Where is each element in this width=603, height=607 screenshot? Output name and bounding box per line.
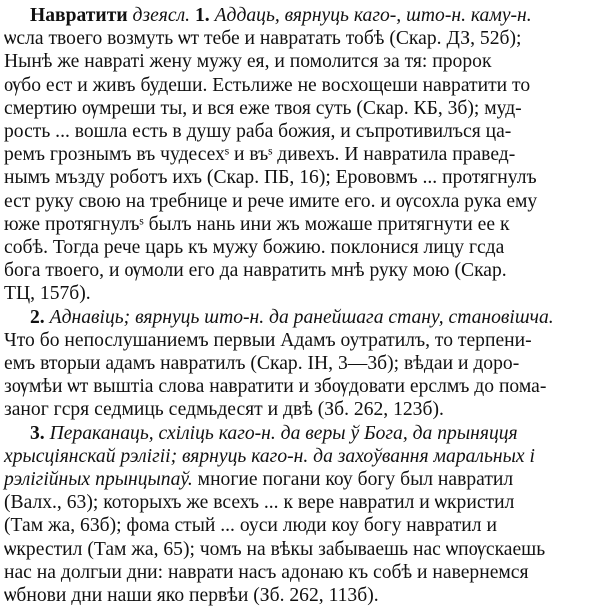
- sense-number: 2.: [30, 306, 45, 328]
- sense-definition-tail: рэлігійных прынцыпаў.: [4, 469, 193, 491]
- citation-line: Что бо непослушаниемъ первыи Адамъ оутратилъ, то терпени-: [4, 329, 532, 351]
- citation-line: нас на долгыи дни: наврати насъ адонаю къ собѣ и навернемся: [4, 561, 529, 583]
- sense-definition-line: хрысціянскай рэлігіі; вярнуць каго-н. да захоўвання маральных і: [4, 445, 535, 467]
- citation-line: собѣ. Тогда рече царь къ мужу божию. поклонися лицу гсда: [4, 237, 505, 259]
- citation-line: емъ вторыи адамъ навратилъ (Скар. IН, 3—3б); вѣдаи и доро-: [4, 353, 520, 375]
- headword: Навратити: [30, 5, 128, 26]
- sense-definition: Аддаць, вярнуць каго-, што-н. каму-н.: [214, 5, 532, 26]
- citation-line: ремъ грознымъ въ чудесехˢ и въˢ дивехъ. И навратила правед-: [4, 144, 516, 166]
- part-of-speech: дзеясл.: [132, 5, 191, 26]
- citation-line: (Там жа, 63б); фома стый ... оуси люди коу богу навратил и: [4, 515, 497, 537]
- citation-line: нымъ мъзду роботъ ихъ (Скар. ПБ, 16); Ерововмъ ... протягнулъ: [4, 167, 537, 189]
- dictionary-entry: [4, 4, 598, 607]
- citation-line: (Валх., 63); которыхъ же всехъ ... к вере навратил и ѡкристил: [4, 492, 515, 514]
- sense-definition: Пераканаць, схіліць каго-н. да веры ў Бога, да прыняцця: [49, 422, 518, 444]
- citation-line: ѡсла твоего возмуть ѡт тебе и навратать тобѣ (Скар. ДЗ, 52б);: [4, 28, 522, 50]
- entry-first-line: [4, 4, 598, 27]
- citation-line: Нынѣ же навратi жену мужу ея, и помолится за тя: пророк: [4, 51, 492, 73]
- citation-line: ѡкрестил (Там жа, 65); чомъ на вѣкы забываешь нас ѡпѹскаешь: [4, 538, 546, 560]
- citation-text: многие погани коу богу был навратил: [197, 469, 514, 491]
- citation-line: ТЦ, 157б).: [4, 283, 91, 305]
- citation-line: рость ... вошла есть в душу раба божия, и съпротивилъся ца-: [4, 121, 512, 143]
- citation-line: ѡбнови дни наши яко первѣи (Зб. 262, 113б).: [4, 585, 379, 607]
- citation-line: заног гсря седмиць седмьдесят и двѣ (Зб. 262, 123б).: [4, 399, 444, 421]
- citation-line: зѹмѣи ѡт выштiа слова навратити и збѹдовати ерслмъ до пома-: [4, 376, 547, 398]
- citation-line: ест руку свою на требнице и рече имите его. и ѹсохла рука ему: [4, 190, 538, 212]
- sense-number: 3.: [30, 422, 45, 444]
- sense-3-definition-tail-line: [4, 468, 598, 491]
- citation-line: смертию ѹмреши ты, и вся еже твоя суть (Скар. КБ, 3б); муд-: [4, 97, 522, 119]
- sense-3-heading: [4, 422, 598, 445]
- citation-line: ѹбо ест и живъ будеши. Естьлиже не восхощеши навратити то: [4, 74, 531, 96]
- sense-2-heading: [4, 306, 598, 329]
- citation-line: бога твоего, и ѹмоли его да навратить мнѣ руку мою (Скар.: [4, 260, 507, 282]
- sense-number: 1.: [194, 5, 210, 26]
- sense-definition: Аднавіць; вярнуць што-н. да ранейшага стану, становішча.: [49, 306, 554, 328]
- citation-line: юже протягнулъˢ былъ нань ини жъ можаше притягнути ее к: [4, 213, 510, 235]
